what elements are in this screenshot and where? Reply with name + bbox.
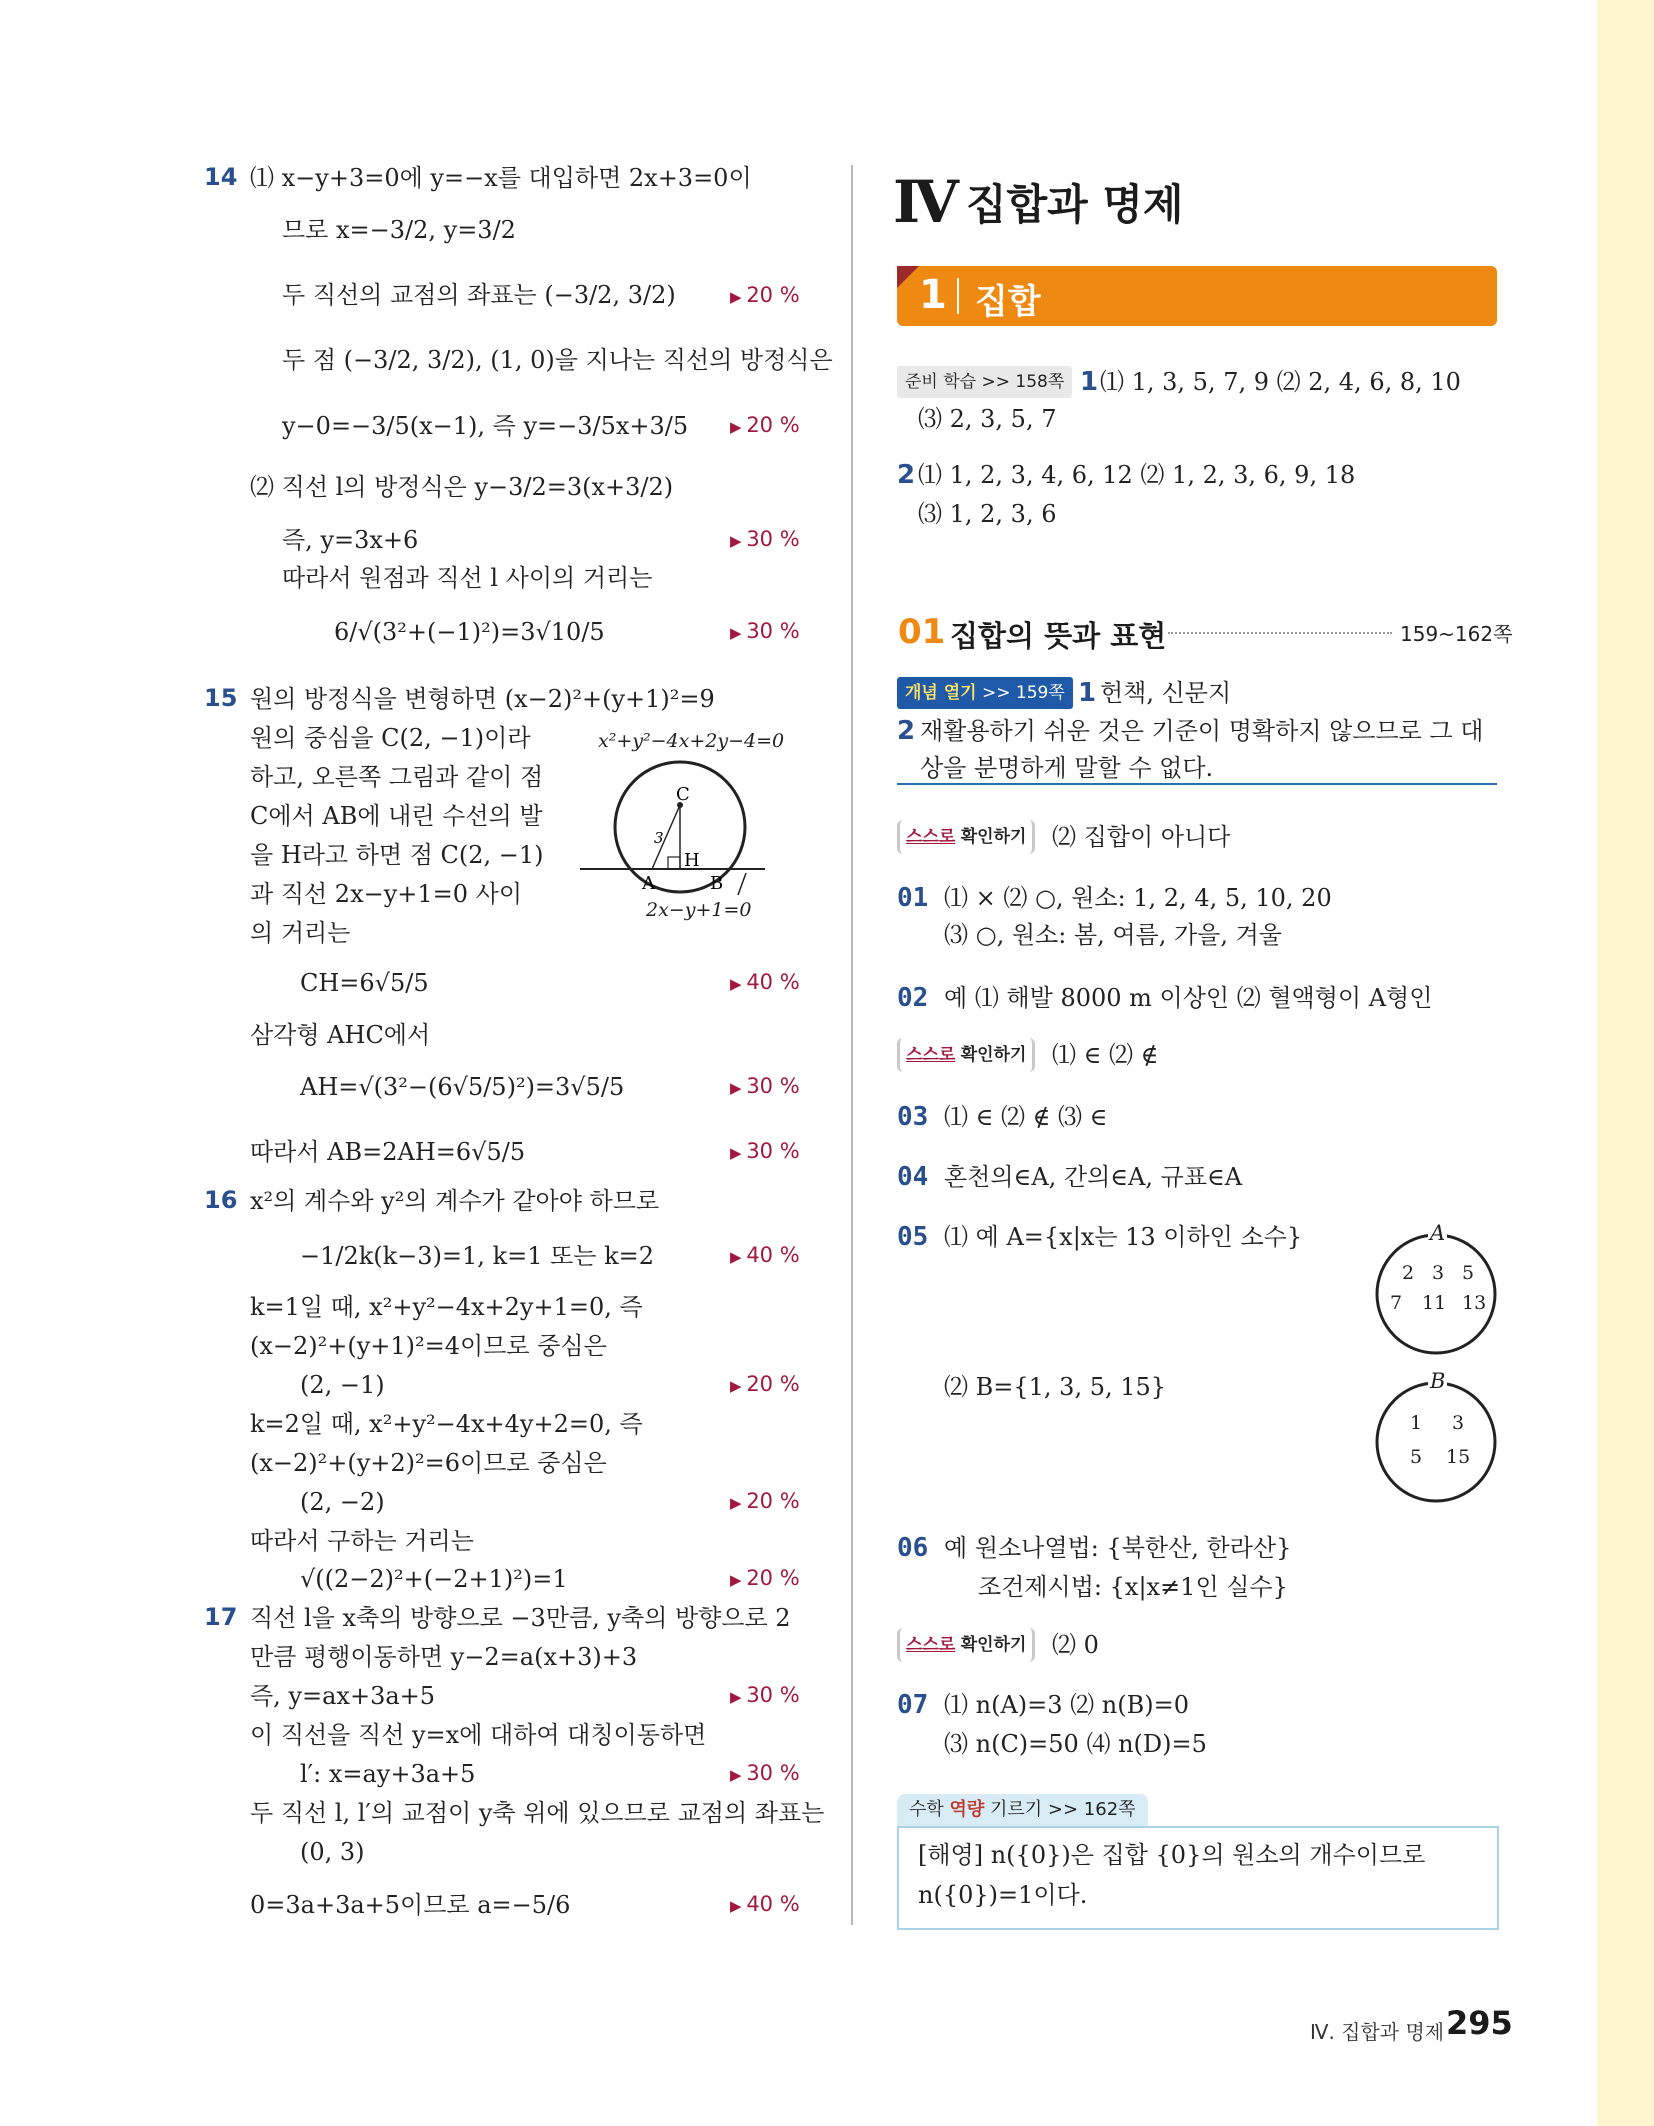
score-percent: ▶ 30 % <box>730 1074 800 1098</box>
venn-element: 2 <box>1402 1262 1415 1284</box>
concept-open-badge: 개념 열기 >> 159쪽 <box>897 677 1073 709</box>
self-check-answer: ⑴ ∈ ⑵ ∉ <box>1052 1041 1159 1069</box>
answer-line: 상을 분명하게 말할 수 없다. <box>920 754 1214 782</box>
solution-line: (x−2)²+(y+2)²=6이므로 중심은 <box>250 1449 607 1477</box>
banner-corner <box>897 266 919 288</box>
venn-element: 5 <box>1462 1262 1475 1284</box>
subsection-number: 01 <box>898 612 946 652</box>
score-percent: ▶ 30 % <box>730 619 800 643</box>
venn-element: 3 <box>1432 1262 1445 1284</box>
answer-line: ⑴ n(A)=3 ⑵ n(B)=0 <box>944 1691 1189 1719</box>
solution-line: 므로 x=−3/2, y=3/2 <box>282 216 516 244</box>
solution-line: 두 직선 l, l′의 교점이 y축 위에 있으므로 교점의 좌표는 <box>250 1799 825 1827</box>
section-banner <box>897 266 1497 326</box>
circle-figure <box>580 755 780 905</box>
capability-line: n({0})=1이다. <box>918 1881 1088 1909</box>
answer-line: 헌책, 신문지 <box>1100 679 1232 707</box>
solution-line: 직선 l을 x축의 방향으로 −3만큼, y축의 방향으로 2 <box>250 1604 791 1632</box>
score-percent: ▶ 40 % <box>730 1243 800 1267</box>
solution-line: l′: x=ay+3a+5 <box>300 1760 476 1788</box>
solution-line: 즉, y=ax+3a+5 <box>250 1682 436 1710</box>
venn-element: 1 <box>1410 1412 1423 1434</box>
exercise-number: 07 <box>897 1690 929 1720</box>
answer-line: ⑶ 1, 2, 3, 6 <box>918 500 1057 528</box>
solution-line: (2, −2) <box>300 1488 385 1516</box>
venn-element: 7 <box>1390 1292 1403 1314</box>
solution-line: 즉, y=3x+6 <box>282 526 419 554</box>
solution-line: 이 직선을 직선 y=x에 대하여 대칭이동하면 <box>250 1721 707 1749</box>
solution-line: 삼각형 AHC에서 <box>250 1021 431 1049</box>
answer-number: 1 <box>1078 678 1097 708</box>
solution-line: CH=6√5/5 <box>300 969 429 997</box>
answer-line: 예 ⑴ 해발 8000 m 이상인 ⑵ 혈액형이 A형인 <box>944 984 1433 1012</box>
blue-rule <box>897 783 1497 785</box>
prep-badge: 준비 학습 >> 158쪽 <box>897 366 1072 398</box>
solution-line: 의 거리는 <box>250 919 351 947</box>
answer-line: 조건제시법: {x|x≠1인 실수} <box>978 1573 1288 1601</box>
solution-line: (2, −1) <box>300 1371 385 1399</box>
venn-label-A: A <box>1430 1221 1446 1245</box>
solution-line: ⑴ x−y+3=0에 y=−x를 대입하면 2x+3=0이 <box>250 164 752 192</box>
section-title: 집합 <box>975 282 1041 322</box>
solution-line: (x−2)²+(y+1)²=4이므로 중심은 <box>250 1332 607 1360</box>
score-percent: ▶ 30 % <box>730 1761 800 1785</box>
solution-line: 6/√(3²+(−1)²)=3√10/5 <box>334 618 605 646</box>
answer-line: ⑶ 2, 3, 5, 7 <box>918 405 1057 433</box>
answer-line: 예 원소나열법: {북한산, 한라산} <box>944 1534 1292 1562</box>
solution-line: 0=3a+3a+5이므로 a=−5/6 <box>250 1891 571 1919</box>
answer-line: ⑴ 예 A={x|x는 13 이하인 소수} <box>944 1223 1303 1251</box>
solution-line: 따라서 AB=2AH=6√5/5 <box>250 1138 526 1166</box>
exercise-number: 01 <box>897 883 929 913</box>
venn-circle-B <box>1374 1380 1498 1504</box>
score-percent: ▶ 30 % <box>730 527 800 551</box>
self-check-badge: 스스로 확인하기 <box>897 820 1035 854</box>
score-percent: ▶ 20 % <box>730 283 800 307</box>
radius-label: 3 <box>654 829 664 847</box>
solution-line: x²의 계수와 y²의 계수가 같아야 하므로 <box>250 1187 660 1215</box>
solution-line: k=1일 때, x²+y²−4x+2y+1=0, 즉 <box>250 1293 643 1321</box>
point-label-C: C <box>676 784 690 805</box>
figure-line-label: 2x−y+1=0 <box>646 899 752 921</box>
question-number: 16 <box>204 1186 238 1214</box>
answer-line: ⑵ B={1, 3, 5, 15} <box>944 1373 1167 1401</box>
point-label-B: B <box>710 873 724 894</box>
solution-line: 따라서 구하는 거리는 <box>250 1527 474 1555</box>
column-divider <box>851 165 853 1925</box>
question-number: 15 <box>204 684 238 712</box>
chapter-title: 집합과 명제 <box>966 180 1184 229</box>
exercise-number: 05 <box>897 1222 929 1252</box>
solution-line: AH=√(3²−(6√5/5)²)=3√5/5 <box>300 1073 625 1101</box>
venn-element: 13 <box>1462 1292 1487 1314</box>
solution-line: ⑵ 직선 l의 방정식은 y−3/2=3(x+3/2) <box>250 473 674 501</box>
side-strip <box>1597 0 1654 2126</box>
subsection-pages: 159~162쪽 <box>1400 622 1513 646</box>
score-percent: ▶ 20 % <box>730 1566 800 1590</box>
answer-number: 2 <box>897 716 916 746</box>
banner-separator <box>957 278 959 314</box>
score-percent: ▶ 20 % <box>730 413 800 437</box>
footer-chapter-label: Ⅳ. 집합과 명제 <box>1310 2020 1445 2044</box>
subsection-title: 집합의 뜻과 표현 <box>950 619 1167 653</box>
self-check-badge: 스스로 확인하기 <box>897 1038 1035 1072</box>
solution-line: 따라서 원점과 직선 l 사이의 거리는 <box>282 564 653 592</box>
answer-line: 혼천의∈A, 간의∈A, 규표∈A <box>944 1163 1243 1191</box>
exercise-number: 03 <box>897 1102 929 1132</box>
score-percent: ▶ 20 % <box>730 1372 800 1396</box>
exercise-number: 04 <box>897 1162 929 1192</box>
exercise-number: 02 <box>897 983 929 1013</box>
self-check-badge: 스스로 확인하기 <box>897 1628 1035 1662</box>
page-number: 295 <box>1446 2004 1513 2042</box>
score-percent: ▶ 40 % <box>730 1892 800 1916</box>
solution-line: y−0=−3/5(x−1), 즉 y=−3/5x+3/5 <box>282 412 689 440</box>
score-percent: ▶ 30 % <box>730 1683 800 1707</box>
solution-line: k=2일 때, x²+y²−4x+4y+2=0, 즉 <box>250 1410 643 1438</box>
solution-line: 원의 중심을 C(2, −1)이라 <box>250 724 531 752</box>
solution-line: 하고, 오른쪽 그림과 같이 점 <box>250 763 544 791</box>
figure-equation: x²+y²−4x+2y−4=0 <box>598 730 785 752</box>
score-percent: ▶ 40 % <box>730 970 800 994</box>
self-check-answer: ⑵ 0 <box>1052 1631 1099 1659</box>
venn-element: 15 <box>1446 1446 1471 1468</box>
answer-number: 1 <box>1080 367 1099 397</box>
self-check-answer: ⑵ 집합이 아니다 <box>1052 823 1231 851</box>
venn-label-B: B <box>1430 1369 1446 1393</box>
answer-line: ⑶ ○, 원소: 봄, 여름, 가을, 겨울 <box>944 921 1282 949</box>
solution-line: 두 점 (−3/2, 3/2), (1, 0)을 지나는 직선의 방정식은 <box>282 346 833 374</box>
venn-element: 3 <box>1452 1412 1465 1434</box>
solution-line: 을 H라고 하면 점 C(2, −1) <box>250 841 544 869</box>
answer-line: 재활용하기 쉬운 것은 기준이 명확하지 않으므로 그 대 <box>920 717 1484 745</box>
solution-line: 만큼 평행이동하면 y−2=a(x+3)+3 <box>250 1643 638 1671</box>
question-number: 14 <box>204 163 238 191</box>
solution-line: 원의 방정식을 변형하면 (x−2)²+(y+1)²=9 <box>250 685 715 713</box>
answer-number: 2 <box>897 460 916 490</box>
solution-line: (0, 3) <box>300 1838 365 1866</box>
point-label-A: A <box>642 873 655 894</box>
answer-line: ⑴ × ⑵ ○, 원소: 1, 2, 4, 5, 10, 20 <box>944 884 1332 912</box>
venn-element: 5 <box>1410 1446 1423 1468</box>
solution-line: 두 직선의 교점의 좌표는 (−3/2, 3/2) <box>282 281 676 309</box>
dotted-leader <box>1168 632 1392 634</box>
capability-tab: 수학 역량 기르기 >> 162쪽 <box>897 1794 1148 1826</box>
solution-line: √((2−2)²+(−2+1)²)=1 <box>300 1565 568 1593</box>
score-percent: ▶ 30 % <box>730 1139 800 1163</box>
answer-line: ⑴ ∈ ⑵ ∉ ⑶ ∈ <box>944 1103 1108 1131</box>
section-number: 1 <box>919 272 947 318</box>
capability-line: [해영] n({0})은 집합 {0}의 원소의 개수이므로 <box>918 1841 1426 1869</box>
point-label-H: H <box>684 850 700 871</box>
question-number: 17 <box>204 1603 238 1631</box>
score-percent: ▶ 20 % <box>730 1489 800 1513</box>
answer-line: ⑴ 1, 2, 3, 4, 6, 12 ⑵ 1, 2, 3, 6, 9, 18 <box>918 461 1356 489</box>
exercise-number: 06 <box>897 1533 929 1563</box>
solution-line: −1/2k(k−3)=1, k=1 또는 k=2 <box>300 1242 655 1270</box>
answer-line: ⑴ 1, 3, 5, 7, 9 ⑵ 2, 4, 6, 8, 10 <box>1100 368 1461 396</box>
chapter-roman-numeral: Ⅳ <box>893 168 953 236</box>
solution-line: C에서 AB에 내린 수선의 발 <box>250 802 543 830</box>
venn-element: 11 <box>1422 1292 1447 1314</box>
answer-line: ⑶ n(C)=50 ⑷ n(D)=5 <box>944 1730 1207 1758</box>
solution-line: 과 직선 2x−y+1=0 사이 <box>250 880 523 908</box>
